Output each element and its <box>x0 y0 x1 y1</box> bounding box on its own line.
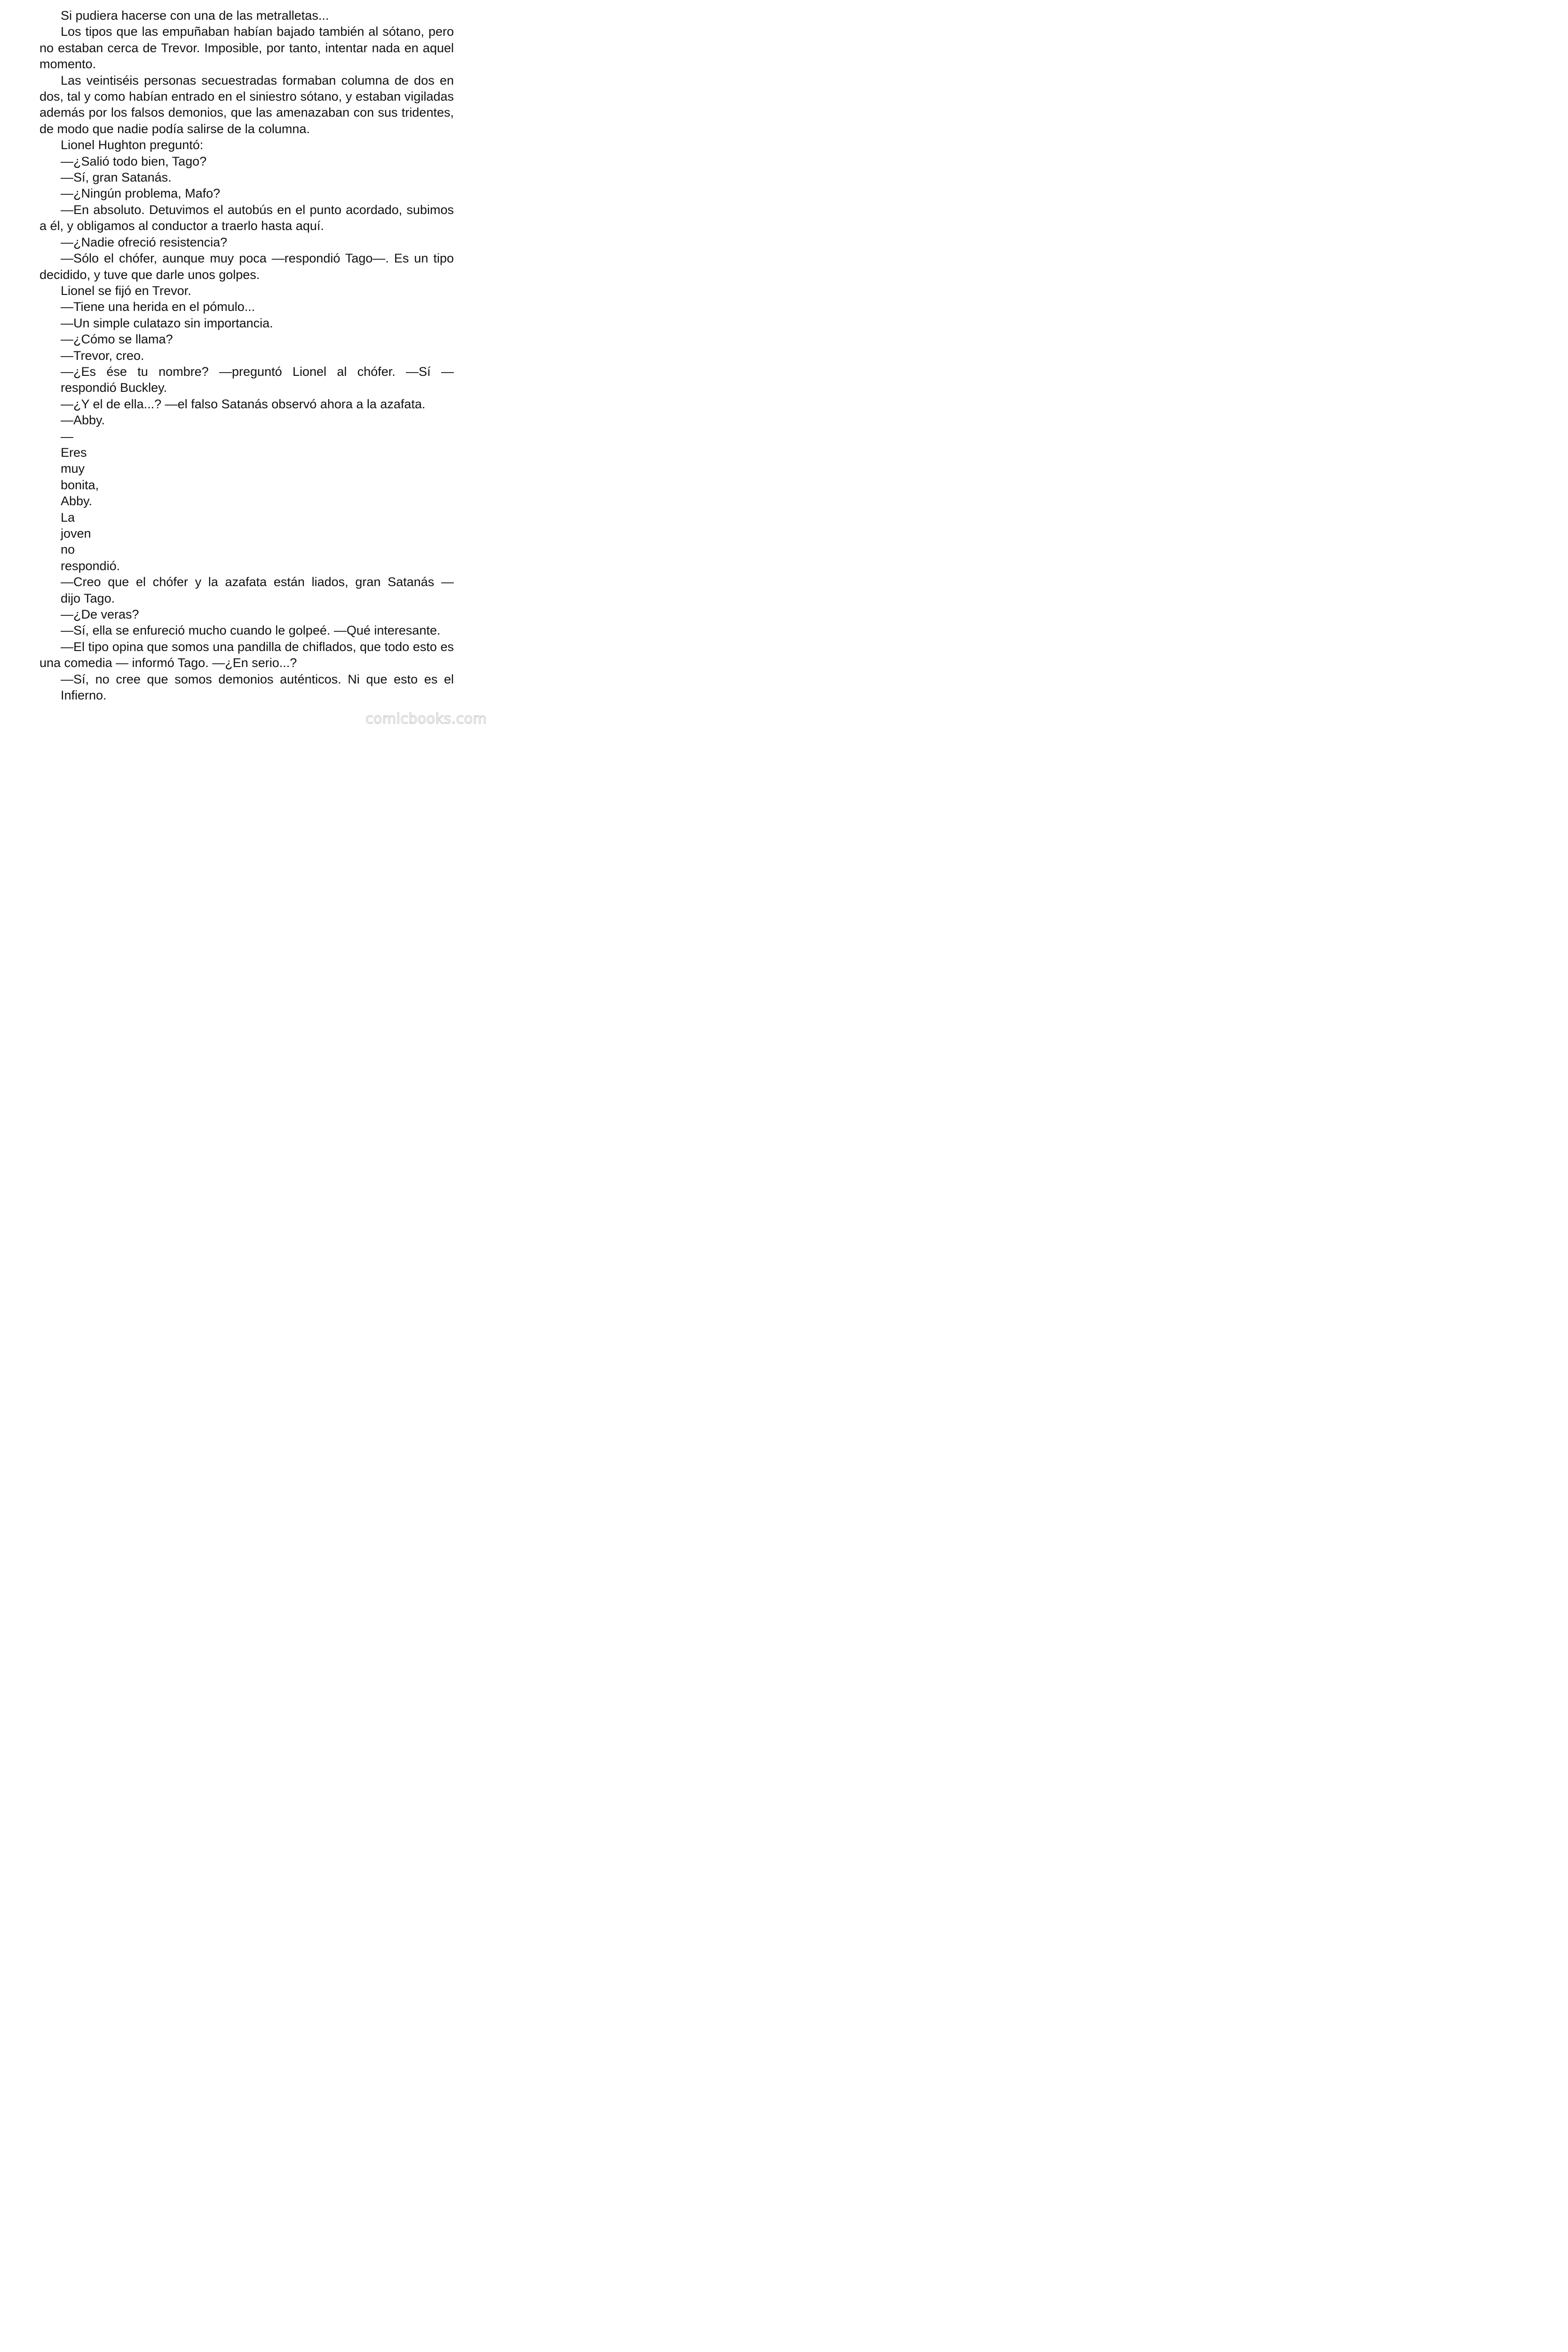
text-fragment: — <box>61 429 73 444</box>
paragraph: Las veintiséis personas secuestradas formaban columna de dos en dos, tal y como habían entrado en el siniestro sótano, y estaban vigiladas además por los falsos demonios, que las amenazaban con sus tridentes, de modo que nadie podía salirse de la columna. <box>40 73 454 136</box>
paragraph: —¿Es ése tu nombre? —preguntó Lionel al chófer. —Sí — <box>61 364 454 379</box>
paragraph: Lionel se fijó en Trevor. <box>61 283 191 298</box>
paragraph: —Sí, no cree que somos demonios auténticos. Ni que esto es el Infierno. <box>61 672 454 703</box>
text-fragment: joven <box>61 526 91 540</box>
paragraph: —¿Y el de ella...? —el falso Satanás observó ahora a la azafata. <box>61 397 426 411</box>
paragraph: —Creo que el chófer y la azafata están liados, gran Satanás — <box>61 575 454 589</box>
paragraph: —¿Nadie ofreció resistencia? <box>61 235 228 249</box>
paragraph: —El tipo opina que somos una pandilla de chiflados, que todo esto es una comedia — informó Tago. —¿En serio...? <box>40 639 454 670</box>
paragraph: Si pudiera hacerse con una de las metralletas... <box>61 8 329 23</box>
book-page <box>40 8 454 703</box>
text-fragment: respondió. <box>61 558 120 573</box>
paragraph: respondió Buckley. <box>61 381 167 395</box>
paragraph: —Sí, gran Satanás. <box>61 170 172 185</box>
text-fragment: bonita, <box>61 477 99 492</box>
paragraph: —¿Cómo se llama? <box>61 332 173 347</box>
paragraph: —Sí, ella se enfureció mucho cuando le golpeé. —Qué interesante. <box>61 623 441 638</box>
text-fragment: Eres <box>61 445 87 460</box>
text-fragment: muy <box>61 461 85 476</box>
text-fragment: La <box>61 510 75 524</box>
paragraph: —En absoluto. Detuvimos el autobús en el punto acordado, subimos a él, y obligamos al conductor a traerlo hasta aquí. <box>40 202 454 233</box>
paragraph: —Sólo el chófer, aunque muy poca —respondió Tago—. Es un tipo decidido, y tuve que darle unos golpes. <box>40 251 454 282</box>
text-fragment: no <box>61 542 75 557</box>
paragraph: —¿Salió todo bien, Tago? <box>61 154 207 168</box>
paragraph: —Un simple culatazo sin importancia. <box>61 316 273 330</box>
paragraph: dijo Tago. <box>61 591 115 605</box>
paragraph: Lionel Hughton preguntó: <box>61 138 204 152</box>
text-fragment: Abby. <box>61 494 93 509</box>
paragraph: —¿De veras? <box>61 607 139 622</box>
paragraph: —Abby. <box>61 413 105 428</box>
paragraph: —¿Ningún problema, Mafo? <box>61 186 221 201</box>
watermark-logo: comicbooks.com <box>365 711 487 727</box>
paragraph: —Tiene una herida en el pómulo... <box>61 300 255 314</box>
paragraph: Los tipos que las empuñaban habían bajado también al sótano, pero no estaban cerca de Trevor. Imposible, por tanto, intentar nada en aquel momento. <box>40 24 454 72</box>
paragraph: —Trevor, creo. <box>61 348 144 363</box>
